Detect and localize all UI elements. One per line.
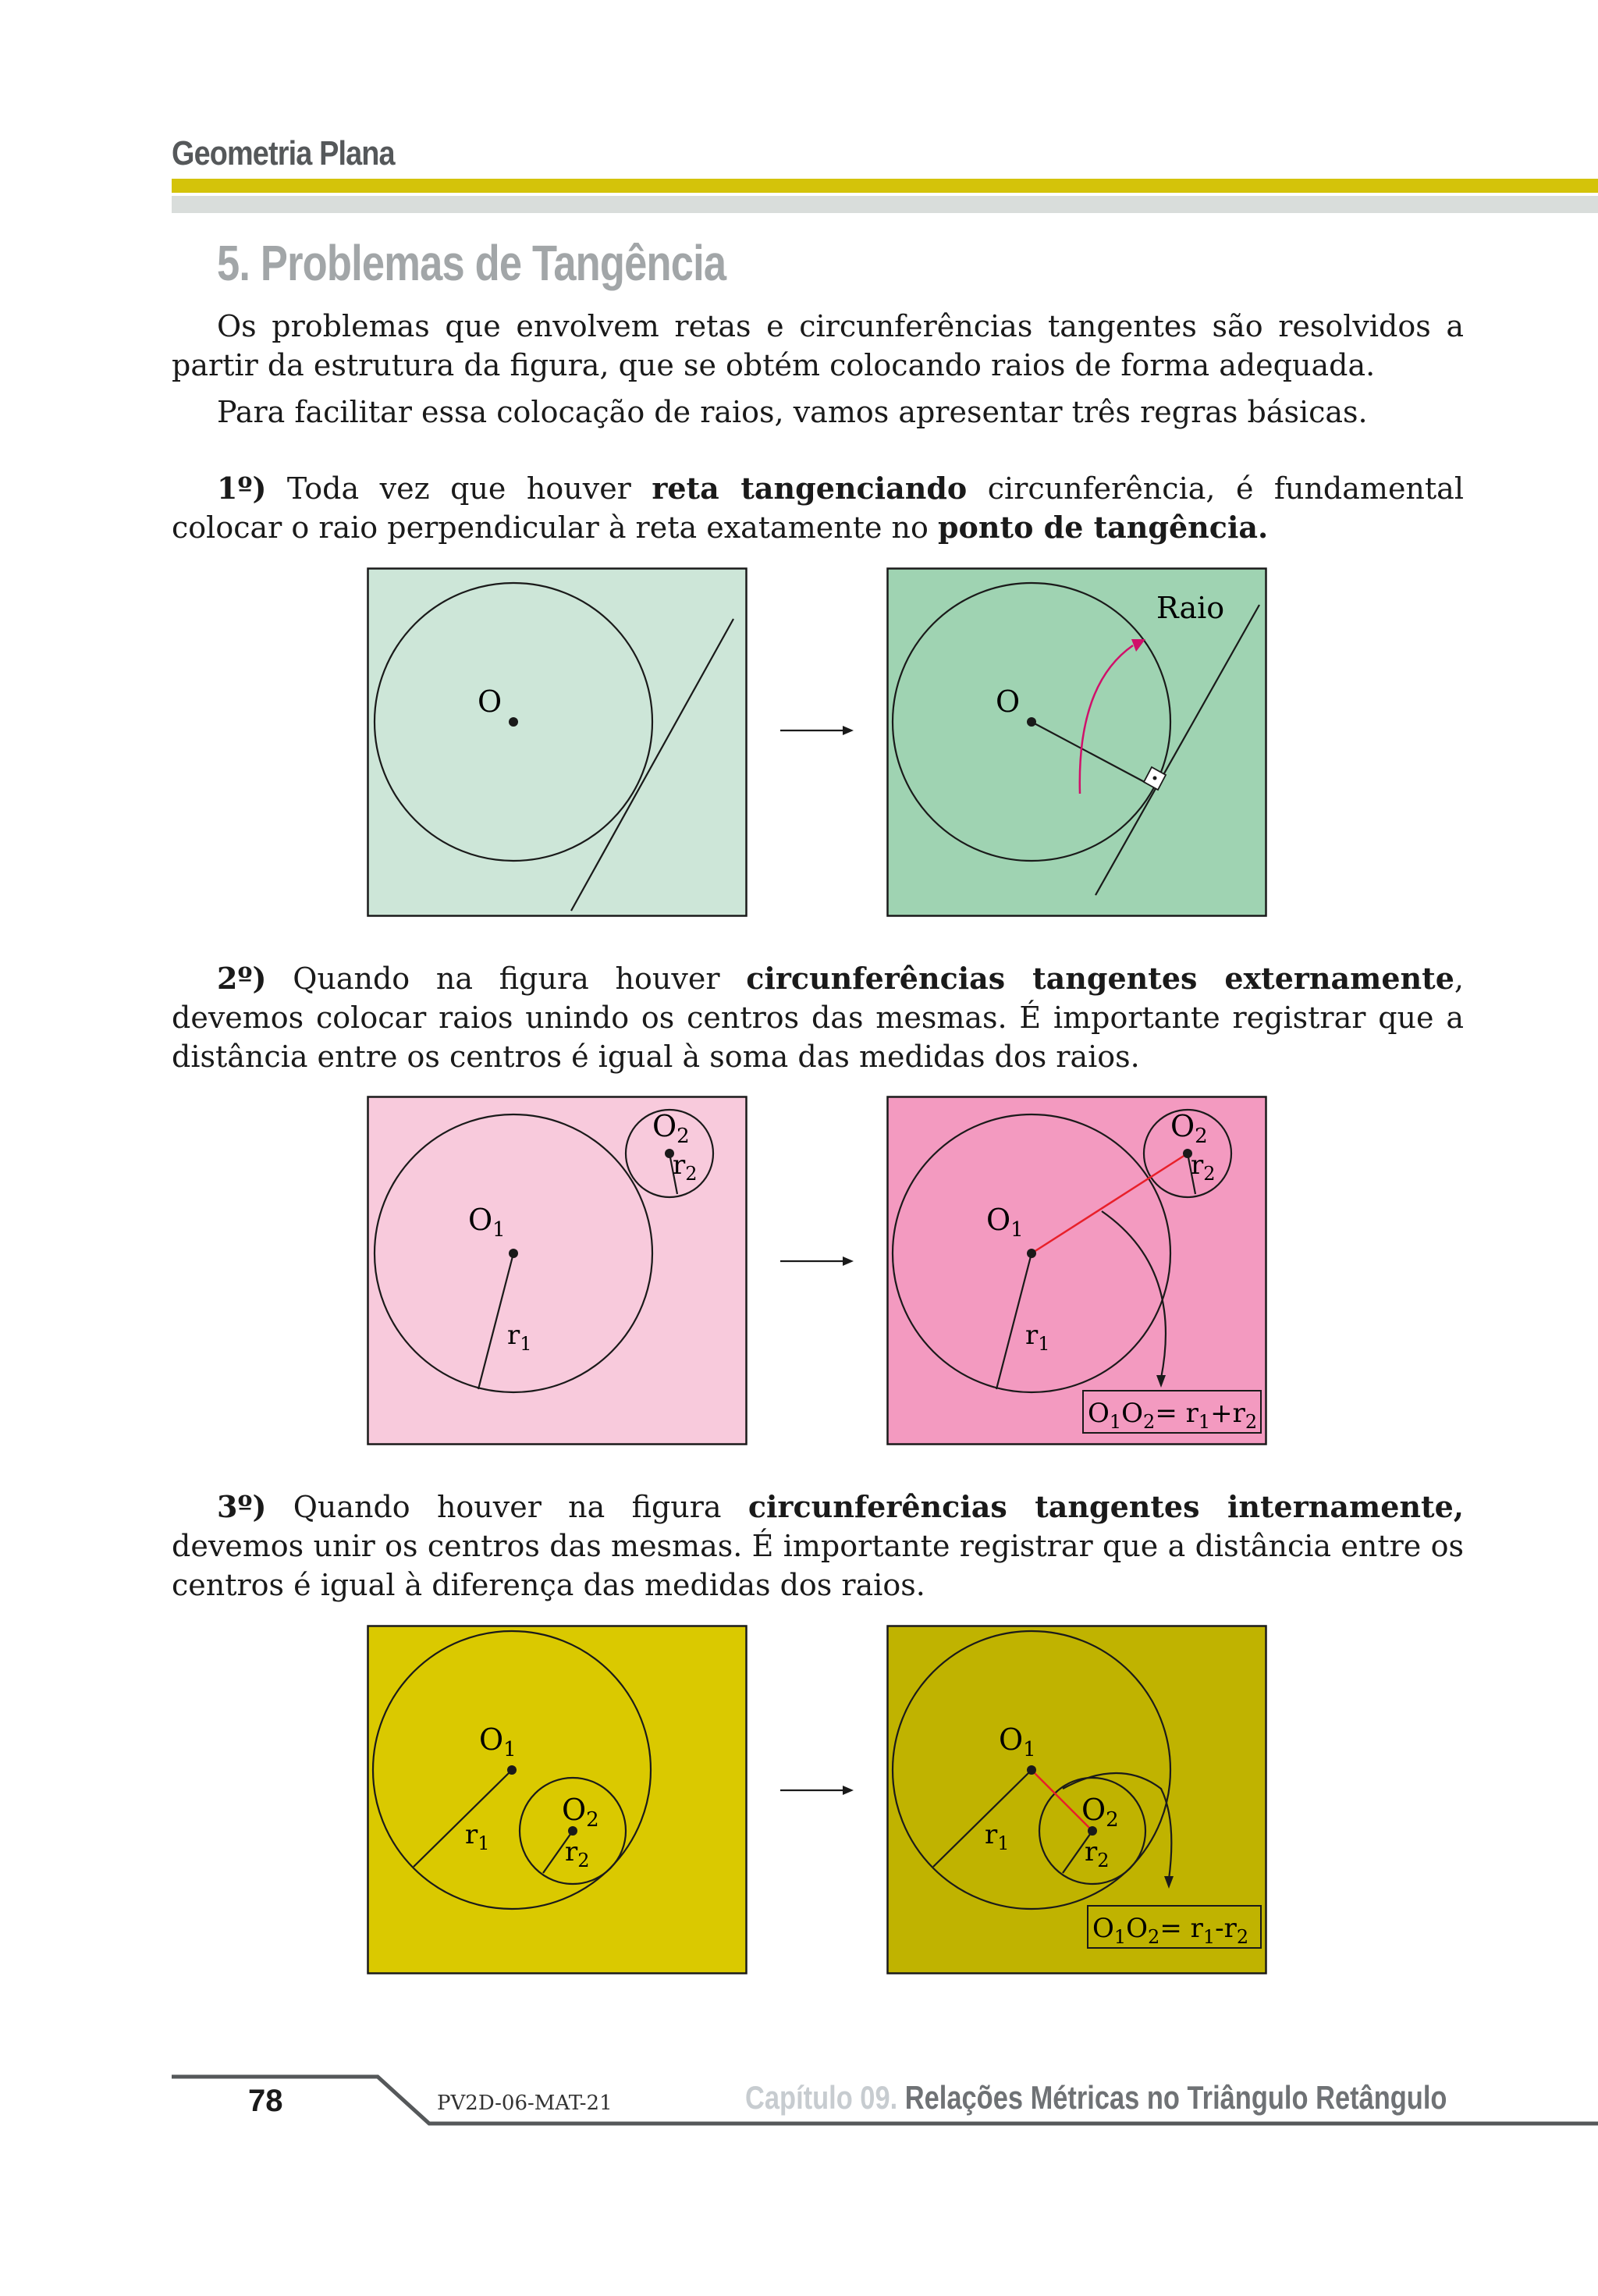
label-r1: $r_1$ (985, 1819, 1010, 1854)
label-r2: $r_2$ (673, 1150, 698, 1185)
section-title: 5. Problemas de Tangência (217, 235, 726, 291)
figure-3-left (367, 1625, 748, 1974)
formula-sum: $O_1O_2= r_1+r_2$ (1088, 1398, 1258, 1433)
chapter-title: Relações Métricas no Triângulo Retângulo (897, 2079, 1447, 2116)
rule-2-paragraph (172, 959, 1464, 1076)
figure-1-arrow (779, 721, 857, 740)
rule-3-text-b: devemos unir os centros das mesmas. É importante registrar que a distância entre os centros é igual à diferença das medidas dos raios. (172, 1529, 1464, 1602)
center-dot-o (509, 717, 518, 727)
figure-1-right (886, 567, 1267, 917)
figure-2-left (367, 1096, 748, 1445)
center-dot-o2 (1088, 1826, 1097, 1836)
label-o2: $O_2$ (652, 1109, 690, 1148)
center-dot-o1 (507, 1765, 517, 1775)
rule-3-paragraph (172, 1487, 1464, 1605)
rule-2-number: 2º) (217, 961, 267, 996)
rule-2-text-b: , devemos colocar raios unindo os centros das mesmas. É importante registrar que a distância entre os centros é igual à soma das medidas dos raios. (172, 961, 1464, 1074)
figure-3-arrow (779, 1781, 857, 1800)
header-title: Geometria Plana (172, 134, 395, 172)
label-o1: $O_1$ (479, 1722, 517, 1761)
center-dot-o1 (1027, 1249, 1036, 1258)
arrow-icon (779, 721, 857, 740)
figure-2-left-svg (367, 1096, 748, 1445)
rule-3-bold-a: circunferências tangentes internamente, (748, 1489, 1464, 1524)
label-r2: $r_2$ (1191, 1150, 1216, 1185)
figure-2-left-bg (368, 1097, 747, 1445)
figure-3-right (886, 1625, 1267, 1974)
rule-3-text-a: Quando houver na figura (266, 1490, 748, 1524)
label-o2: $O_2$ (1170, 1109, 1208, 1148)
label-o: O (996, 684, 1021, 719)
intro-paragraph-1 (172, 307, 1464, 385)
intro-paragraph-2 (172, 393, 1464, 432)
figure-3-right-bg (888, 1626, 1266, 1974)
page-number: 78 (248, 2084, 283, 2118)
intro-text-2: Para facilitar essa colocação de raios, vamos apresentar três regras básicas. (217, 395, 1368, 429)
label-o: O (478, 684, 502, 719)
figure-2-arrow (779, 1252, 857, 1271)
intro-text-1: Os problemas que envolvem retas e circunferências tangentes são resolvidos a partir da estrutura da figura, que se obtém colocando raios de forma adequada. (172, 309, 1464, 382)
label-o2: $O_2$ (562, 1793, 599, 1832)
label-r1: $r_1$ (1025, 1320, 1050, 1355)
header-bar-gray (172, 196, 1598, 213)
chapter-number: Capítulo 09. (745, 2079, 898, 2116)
center-dot-o2 (568, 1826, 577, 1836)
rule-1-bold-a: reta tangenciando (652, 471, 968, 506)
header-bar-yellow (172, 179, 1598, 193)
rule-1-bold-b: ponto de tangência. (937, 510, 1269, 545)
figure-2-right-svg (886, 1096, 1267, 1445)
figure-1-left (367, 567, 748, 917)
rule-1-text-a: Toda vez que houver (266, 471, 652, 506)
label-o1: $O_1$ (468, 1203, 506, 1242)
label-r1: $r_1$ (507, 1320, 532, 1355)
arrow-icon (779, 1252, 857, 1271)
footer-chapter (745, 2079, 1447, 2117)
figure-3-left-bg (368, 1626, 747, 1974)
rule-2-text-a: Quando na figura houver (266, 961, 747, 996)
figure-2-right-bg (888, 1097, 1266, 1445)
arrow-icon (779, 1781, 857, 1800)
figure-3-left-svg (367, 1625, 748, 1974)
center-dot-o (1027, 717, 1036, 727)
label-r2: $r_2$ (1085, 1836, 1110, 1871)
label-r2: $r_2$ (565, 1836, 590, 1871)
figure-1-left-svg (367, 567, 748, 917)
label-raio: Raio (1156, 591, 1225, 625)
center-dot-o1 (509, 1249, 518, 1258)
label-o2: $O_2$ (1081, 1793, 1119, 1832)
figure-2-right (886, 1096, 1267, 1445)
label-o1: $O_1$ (999, 1722, 1036, 1761)
footer-code: PV2D-06-MAT-21 (437, 2092, 613, 2115)
rule-3-number: 3º) (217, 1489, 267, 1524)
rule-1-paragraph (172, 469, 1464, 547)
center-dot-o1 (1027, 1765, 1036, 1775)
formula-difference: $O_1O_2= r_1-r_2$ (1092, 1913, 1249, 1948)
label-o1: $O_1$ (986, 1203, 1024, 1242)
label-r1: $r_1$ (465, 1819, 490, 1854)
figure-3-right-svg (886, 1625, 1267, 1974)
figure-1-right-svg (886, 567, 1267, 917)
rule-1-number: 1º) (217, 471, 267, 506)
figure-1-left-bg (368, 569, 747, 916)
rule-2-bold-a: circunferências tangentes externamente (746, 961, 1454, 996)
rule-1-text-b: circunferência, é fundamental colocar o raio perpendicular à reta exatamente no (172, 471, 1464, 545)
